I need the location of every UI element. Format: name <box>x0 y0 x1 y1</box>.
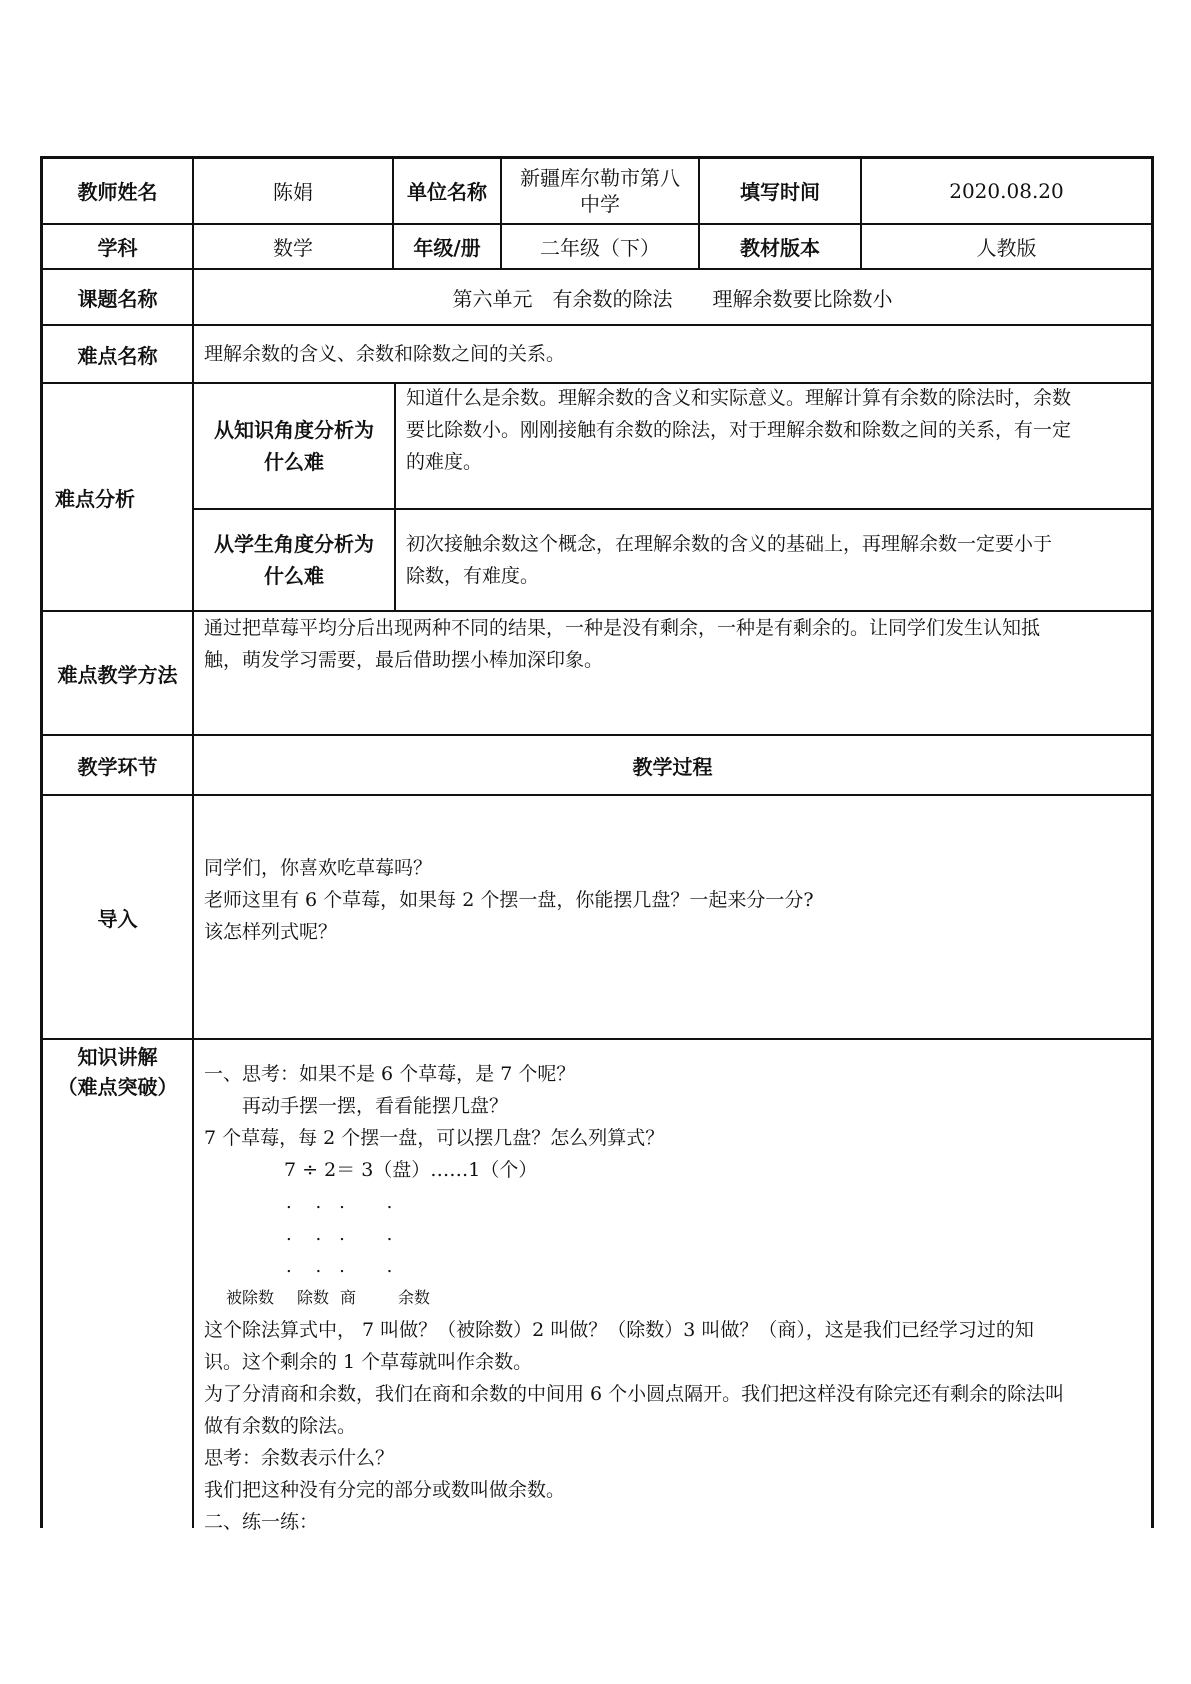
text-line: 做有余数的除法。 <box>204 1415 357 1437</box>
text-line: 的难度。 <box>406 451 483 473</box>
text-line: 这个除法算式中， 7 叫做？（被除数）2 叫做？（除数）3 叫做？（商），这是我们已经学习过的知 <box>204 1319 1034 1341</box>
teaching-method-label: 难点教学方法 <box>57 662 178 687</box>
text-line: 除数，有难度。 <box>406 565 540 587</box>
topic-label: 课题名称 <box>77 286 158 311</box>
intro-label: 导入 <box>97 906 138 931</box>
table-border-right <box>1151 156 1154 1528</box>
teaching-stage-header: 教学环节 <box>77 754 158 779</box>
term-dividend: 被除数 <box>226 1288 275 1307</box>
text-line: 要比除数小。刚刚接触有余数的除法，对于理解余数和除数之间的关系，有一定 <box>406 419 1072 441</box>
subject-value: 数学 <box>273 236 313 260</box>
student-angle-text <box>406 528 1148 592</box>
student-angle-label <box>194 510 394 610</box>
teacher-name-label: 教师姓名 <box>77 180 158 204</box>
text-line: 一、思考：如果不是 6 个草莓，是 7 个呢？ <box>204 1063 576 1085</box>
dot-row: . . . . <box>286 1224 393 1245</box>
teaching-process-header: 教学过程 <box>632 754 713 779</box>
text-line: 再动手摆一摆，看看能摆几盘？ <box>204 1095 509 1117</box>
row-divider <box>40 794 1152 796</box>
topic-value: 第六单元 有余数的除法 理解余数要比除数小 <box>452 286 893 311</box>
row-divider <box>40 324 1152 326</box>
knowledge-angle-label-line: 什么难 <box>264 450 324 474</box>
unit-name-line: 新疆库尔勒市第八 <box>520 165 680 190</box>
student-angle-label-line: 什么难 <box>264 564 324 588</box>
text-line: 通过把草莓平均分后出现两种不同的结果，一种是没有剩余，一种是有剩余的。让同学们发生认知抵 <box>204 617 1041 639</box>
text-line: 思考：余数表示什么？ <box>204 1447 395 1469</box>
division-equation: 7 ÷ 2＝ 3（盘）……1（个） <box>284 1159 538 1181</box>
knowledge-angle-label-line: 从知识角度分析为 <box>214 418 374 442</box>
dot-row: . . . . <box>286 1192 393 1213</box>
unit-name-label: 单位名称 <box>407 180 487 204</box>
row-divider <box>40 1038 1152 1040</box>
unit-name-value <box>502 158 698 223</box>
date-value: 2020.08.20 <box>949 178 1064 203</box>
text-line: 触，萌发学习需要，最后借助摆小棒加深印象。 <box>204 649 604 671</box>
text-line: 老师这里有 6 个草莓，如果每 2 个摆一盘，你能摆几盘？一起来分一分? <box>204 889 814 911</box>
knowledge-explanation-text-a <box>204 1058 1148 1154</box>
text-line: 7 个草莓，每 2 个摆一盘，可以摆几盘？怎么列算式？ <box>204 1127 665 1149</box>
term-remainder: 余数 <box>398 1288 431 1307</box>
text-line: 二、练一练： <box>204 1511 319 1533</box>
text-line: 识。这个剩余的 1 个草莓就叫作余数。 <box>204 1351 533 1373</box>
knowledge-explanation-label <box>43 1040 192 1104</box>
term-quotient: 商 <box>340 1288 357 1307</box>
difficulty-name-value: 理解余数的含义、余数和除数之间的关系。 <box>204 343 566 365</box>
text-line: 为了分清商和余数，我们在商和余数的中间用 6 个小圆点隔开。我们把这样没有除完还有剩余的除法叫 <box>204 1383 1065 1405</box>
edition-label: 教材版本 <box>740 236 820 260</box>
intro-text <box>204 852 1148 948</box>
text-line: 初次接触余数这个概念，在理解余数的含义的基础上，再理解余数一定要小于 <box>406 533 1053 555</box>
knowledge-angle-label <box>194 384 394 508</box>
text-line: 知道什么是余数。理解余数的含义和实际意义。理解计算有余数的除法时，余数 <box>406 387 1072 409</box>
term-divisor: 除数 <box>297 1288 330 1307</box>
teacher-name-value: 陈娟 <box>273 180 313 204</box>
grade-label: 年级/册 <box>413 236 481 260</box>
grade-value: 二年级（下） <box>540 236 660 260</box>
edition-value: 人教版 <box>976 236 1037 260</box>
column-divider <box>394 382 396 610</box>
knowledge-explanation-text-b <box>204 1314 1148 1538</box>
knowledge-angle-text <box>406 382 1148 478</box>
text-line: 我们把这种没有分完的部分或数叫做余数。 <box>204 1479 566 1501</box>
unit-name-line: 中学 <box>580 191 620 216</box>
subject-label: 学科 <box>97 236 138 260</box>
text-line: 同学们，你喜欢吃草莓吗？ <box>204 857 433 879</box>
date-label: 填写时间 <box>740 180 820 204</box>
difficulty-analysis-label: 难点分析 <box>55 486 135 511</box>
student-angle-label-line: 从学生角度分析为 <box>214 532 374 556</box>
difficulty-name-label: 难点名称 <box>77 343 158 368</box>
dot-row: . . . . <box>286 1256 393 1277</box>
text-line: 该怎样列式呢？ <box>204 921 338 943</box>
teaching-method-text <box>204 612 1148 676</box>
knowledge-explanation-label-line: 知识讲解 <box>77 1045 158 1069</box>
knowledge-explanation-label-line: （难点突破） <box>57 1075 178 1099</box>
column-divider <box>192 156 194 1528</box>
